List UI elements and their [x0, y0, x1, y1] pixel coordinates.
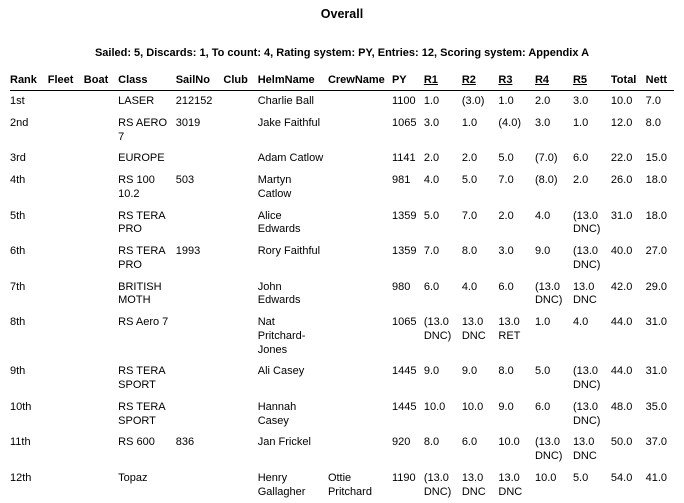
cell-total: 54.0: [611, 468, 646, 503]
table-row: [10, 468, 674, 503]
cell-r1: 3.0: [424, 113, 462, 149]
cell-r3: 13.0 DNC: [498, 468, 535, 503]
column-header-py: PY: [392, 71, 424, 91]
cell-sailno: [176, 206, 224, 242]
cell-crew: Ottie Pritchard: [328, 468, 392, 503]
cell-nett: 31.0: [646, 361, 674, 397]
cell-r3: 7.0: [498, 170, 535, 206]
cell-py: 1190: [392, 468, 424, 503]
column-header-rank: Rank: [10, 71, 48, 91]
cell-r5: 4.0: [573, 312, 611, 361]
cell-club: [223, 277, 257, 313]
cell-r3: (4.0): [498, 113, 535, 149]
cell-r4: 6.0: [535, 397, 573, 433]
cell-py: 1100: [392, 91, 424, 113]
table-row: [10, 170, 674, 206]
cell-r3: 10.0: [498, 432, 535, 468]
column-header-r1: R1: [424, 71, 462, 91]
cell-club: [223, 113, 257, 149]
cell-py: 980: [392, 277, 424, 313]
cell-club: [223, 397, 257, 433]
table-row: [10, 241, 674, 277]
table-row: [10, 148, 674, 170]
cell-r2: 7.0: [462, 206, 499, 242]
cell-helm: Rory Faithful: [258, 241, 328, 277]
cell-r3: 5.0: [498, 148, 535, 170]
cell-nett: 18.0: [646, 170, 674, 206]
column-header-crew: CrewName: [328, 71, 392, 91]
cell-helm: Alice Edwards: [258, 206, 328, 242]
cell-fleet: [48, 468, 84, 503]
column-header-r2: R2: [462, 71, 499, 91]
cell-r1: 4.0: [424, 170, 462, 206]
results-page: [0, 7, 684, 503]
cell-r4: (7.0): [535, 148, 573, 170]
cell-py: 1445: [392, 361, 424, 397]
cell-sailno: [176, 277, 224, 313]
cell-rank: 11th: [10, 432, 48, 468]
cell-rank: 9th: [10, 361, 48, 397]
cell-r1: 2.0: [424, 148, 462, 170]
cell-sailno: [176, 312, 224, 361]
cell-helm: Ali Casey: [258, 361, 328, 397]
cell-r3: 9.0: [498, 397, 535, 433]
cell-club: [223, 241, 257, 277]
cell-helm: Henry Gallagher: [258, 468, 328, 503]
column-header-sailno: SailNo: [176, 71, 224, 91]
cell-helm: Hannah Casey: [258, 397, 328, 433]
table-row: [10, 397, 674, 433]
cell-r1: 10.0: [424, 397, 462, 433]
cell-fleet: [48, 241, 84, 277]
cell-py: 1141: [392, 148, 424, 170]
cell-nett: 15.0: [646, 148, 674, 170]
cell-fleet: [48, 170, 84, 206]
cell-rank: 4th: [10, 170, 48, 206]
cell-r2: (3.0): [462, 91, 499, 113]
cell-r3: 13.0 RET: [498, 312, 535, 361]
cell-fleet: [48, 206, 84, 242]
cell-boat: [84, 148, 118, 170]
cell-boat: [84, 397, 118, 433]
cell-fleet: [48, 397, 84, 433]
cell-sailno: 503: [176, 170, 224, 206]
cell-boat: [84, 113, 118, 149]
cell-total: 31.0: [611, 206, 646, 242]
cell-rank: 10th: [10, 397, 48, 433]
column-header-class: Class: [118, 71, 176, 91]
cell-total: 44.0: [611, 312, 646, 361]
cell-total: 12.0: [611, 113, 646, 149]
cell-fleet: [48, 91, 84, 113]
cell-boat: [84, 432, 118, 468]
column-header-boat: Boat: [84, 71, 118, 91]
cell-nett: 8.0: [646, 113, 674, 149]
cell-r1: 6.0: [424, 277, 462, 313]
cell-sailno: [176, 361, 224, 397]
cell-nett: 31.0: [646, 312, 674, 361]
column-header-fleet: Fleet: [48, 71, 84, 91]
cell-r1: 1.0: [424, 91, 462, 113]
cell-club: [223, 312, 257, 361]
cell-boat: [84, 91, 118, 113]
cell-class: RS TERA SPORT: [118, 361, 176, 397]
cell-helm: Jake Faithful: [258, 113, 328, 149]
cell-r4: 2.0: [535, 91, 573, 113]
cell-r5: (13.0 DNC): [573, 241, 611, 277]
cell-sailno: [176, 468, 224, 503]
column-header-r4: R4: [535, 71, 573, 91]
cell-nett: 27.0: [646, 241, 674, 277]
cell-r2: 1.0: [462, 113, 499, 149]
cell-class: RS TERA PRO: [118, 241, 176, 277]
cell-boat: [84, 277, 118, 313]
cell-total: 26.0: [611, 170, 646, 206]
cell-r5: (13.0 DNC): [573, 397, 611, 433]
cell-r1: (13.0 DNC): [424, 468, 462, 503]
column-header-nett: Nett: [646, 71, 674, 91]
cell-class: EUROPE: [118, 148, 176, 170]
table-row: [10, 91, 674, 113]
cell-r2: 10.0: [462, 397, 499, 433]
cell-total: 22.0: [611, 148, 646, 170]
cell-fleet: [48, 113, 84, 149]
cell-r4: 10.0: [535, 468, 573, 503]
cell-club: [223, 170, 257, 206]
column-header-helm: HelmName: [258, 71, 328, 91]
cell-sailno: 1993: [176, 241, 224, 277]
cell-r5: 5.0: [573, 468, 611, 503]
cell-fleet: [48, 361, 84, 397]
cell-r5: 1.0: [573, 113, 611, 149]
cell-py: 981: [392, 170, 424, 206]
cell-boat: [84, 241, 118, 277]
cell-total: 10.0: [611, 91, 646, 113]
cell-nett: 7.0: [646, 91, 674, 113]
cell-helm: Martyn Catlow: [258, 170, 328, 206]
cell-r2: 8.0: [462, 241, 499, 277]
cell-r4: (13.0 DNC): [535, 432, 573, 468]
cell-r5: 6.0: [573, 148, 611, 170]
cell-boat: [84, 170, 118, 206]
cell-helm: John Edwards: [258, 277, 328, 313]
cell-helm: Charlie Ball: [258, 91, 328, 113]
cell-helm: Adam Catlow: [258, 148, 328, 170]
cell-r5: 3.0: [573, 91, 611, 113]
cell-rank: 7th: [10, 277, 48, 313]
cell-r1: 8.0: [424, 432, 462, 468]
cell-rank: 5th: [10, 206, 48, 242]
cell-py: 1445: [392, 397, 424, 433]
cell-nett: 35.0: [646, 397, 674, 433]
cell-r1: 7.0: [424, 241, 462, 277]
column-header-total: Total: [611, 71, 646, 91]
column-header-r3: R3: [498, 71, 535, 91]
cell-r5: 13.0 DNC: [573, 277, 611, 313]
table-row: [10, 277, 674, 313]
cell-total: 48.0: [611, 397, 646, 433]
cell-class: RS 100 10.2: [118, 170, 176, 206]
cell-rank: 3rd: [10, 148, 48, 170]
table-row: [10, 312, 674, 361]
cell-total: 44.0: [611, 361, 646, 397]
cell-r4: 5.0: [535, 361, 573, 397]
cell-class: RS TERA PRO: [118, 206, 176, 242]
cell-rank: 12th: [10, 468, 48, 503]
results-table: [10, 71, 674, 503]
cell-crew: [328, 148, 392, 170]
cell-r2: 13.0 DNC: [462, 312, 499, 361]
cell-sailno: [176, 397, 224, 433]
cell-nett: 37.0: [646, 432, 674, 468]
cell-r4: 3.0: [535, 113, 573, 149]
cell-r1: (13.0 DNC): [424, 312, 462, 361]
cell-rank: 2nd: [10, 113, 48, 149]
cell-r4: 1.0: [535, 312, 573, 361]
table-body: [10, 91, 674, 503]
cell-class: BRITISH MOTH: [118, 277, 176, 313]
series-summary: Sailed: 5, Discards: 1, To count: 4, Rating system: PY, Entries: 12, Scoring system: Appendix A: [10, 47, 674, 59]
cell-club: [223, 148, 257, 170]
cell-py: 1065: [392, 113, 424, 149]
column-header-club: Club: [223, 71, 257, 91]
cell-crew: [328, 91, 392, 113]
table-row: [10, 206, 674, 242]
cell-nett: 41.0: [646, 468, 674, 503]
cell-club: [223, 468, 257, 503]
cell-r2: 6.0: [462, 432, 499, 468]
page-title: Overall: [10, 7, 674, 21]
cell-r3: 8.0: [498, 361, 535, 397]
cell-class: RS AERO 7: [118, 113, 176, 149]
cell-crew: [328, 277, 392, 313]
cell-class: Topaz: [118, 468, 176, 503]
cell-club: [223, 361, 257, 397]
cell-r5: 13.0 DNC: [573, 432, 611, 468]
cell-py: 1359: [392, 206, 424, 242]
cell-class: RS TERA SPORT: [118, 397, 176, 433]
cell-r2: 9.0: [462, 361, 499, 397]
cell-sailno: 3019: [176, 113, 224, 149]
cell-crew: [328, 312, 392, 361]
cell-py: 1359: [392, 241, 424, 277]
table-header: [10, 71, 674, 91]
cell-helm: Nat Pritchard-Jones: [258, 312, 328, 361]
cell-boat: [84, 312, 118, 361]
cell-boat: [84, 361, 118, 397]
cell-nett: 29.0: [646, 277, 674, 313]
cell-py: 1065: [392, 312, 424, 361]
cell-crew: [328, 432, 392, 468]
cell-club: [223, 91, 257, 113]
cell-r3: 2.0: [498, 206, 535, 242]
table-row: [10, 432, 674, 468]
cell-crew: [328, 170, 392, 206]
cell-crew: [328, 241, 392, 277]
cell-sailno: [176, 148, 224, 170]
cell-r2: 4.0: [462, 277, 499, 313]
column-header-r5: R5: [573, 71, 611, 91]
cell-r1: 5.0: [424, 206, 462, 242]
cell-fleet: [48, 277, 84, 313]
cell-fleet: [48, 148, 84, 170]
cell-r4: (8.0): [535, 170, 573, 206]
cell-club: [223, 206, 257, 242]
cell-rank: 1st: [10, 91, 48, 113]
cell-crew: [328, 206, 392, 242]
table-row: [10, 361, 674, 397]
cell-crew: [328, 397, 392, 433]
cell-rank: 8th: [10, 312, 48, 361]
cell-sailno: 212152: [176, 91, 224, 113]
table-row: [10, 113, 674, 149]
cell-total: 40.0: [611, 241, 646, 277]
cell-r5: (13.0 DNC): [573, 206, 611, 242]
cell-helm: Jan Frickel: [258, 432, 328, 468]
cell-crew: [328, 361, 392, 397]
cell-r1: 9.0: [424, 361, 462, 397]
cell-r4: 4.0: [535, 206, 573, 242]
cell-fleet: [48, 312, 84, 361]
cell-r4: (13.0 DNC): [535, 277, 573, 313]
cell-nett: 18.0: [646, 206, 674, 242]
cell-r2: 13.0 DNC: [462, 468, 499, 503]
cell-class: RS Aero 7: [118, 312, 176, 361]
cell-boat: [84, 206, 118, 242]
cell-rank: 6th: [10, 241, 48, 277]
cell-total: 50.0: [611, 432, 646, 468]
cell-fleet: [48, 432, 84, 468]
cell-total: 42.0: [611, 277, 646, 313]
cell-r2: 2.0: [462, 148, 499, 170]
cell-crew: [328, 113, 392, 149]
cell-r3: 1.0: [498, 91, 535, 113]
cell-py: 920: [392, 432, 424, 468]
cell-class: RS 600: [118, 432, 176, 468]
cell-r5: (13.0 DNC): [573, 361, 611, 397]
cell-class: LASER: [118, 91, 176, 113]
cell-boat: [84, 468, 118, 503]
cell-club: [223, 432, 257, 468]
cell-sailno: 836: [176, 432, 224, 468]
cell-r2: 5.0: [462, 170, 499, 206]
cell-r4: 9.0: [535, 241, 573, 277]
cell-r5: 2.0: [573, 170, 611, 206]
cell-r3: 3.0: [498, 241, 535, 277]
cell-r3: 6.0: [498, 277, 535, 313]
